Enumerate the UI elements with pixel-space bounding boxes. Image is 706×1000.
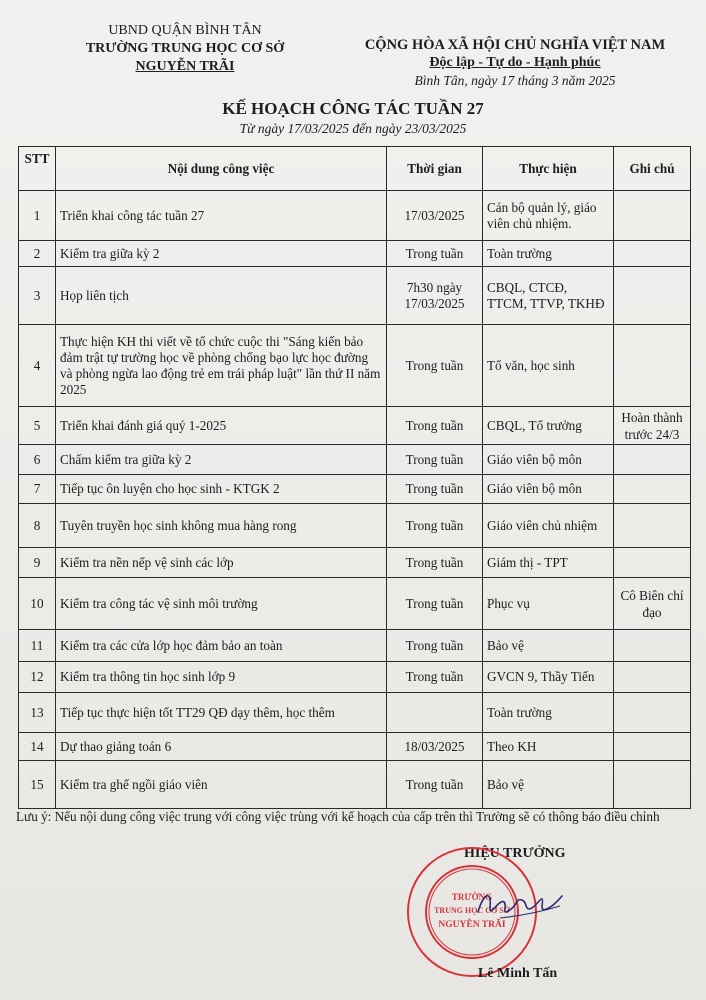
cell-stt: 1 bbox=[19, 191, 56, 241]
cell-content: Tiếp tục thực hiện tốt TT29 QĐ dạy thêm, học thêm bbox=[56, 693, 387, 733]
cell-note bbox=[614, 475, 691, 504]
country-name: CỘNG HÒA XÃ HỘI CHỦ NGHĨA VIỆT NAM bbox=[364, 37, 666, 53]
cell-note bbox=[614, 241, 691, 267]
cell-content: Dự thao giảng toán 6 bbox=[56, 733, 387, 761]
footnote: Lưu ý: Nếu nội dung công việc trung với công việc trùng với kế hoạch của cấp trên thì Trường sẽ có thông báo điều chỉnh bbox=[16, 809, 660, 824]
cell-content: Chấm kiểm tra giữa kỳ 2 bbox=[56, 445, 387, 475]
table-row bbox=[19, 761, 691, 809]
svg-text:NGUYỄN TRÃI: NGUYỄN TRÃI bbox=[438, 920, 506, 930]
cell-stt: 2 bbox=[19, 241, 56, 267]
cell-time: Trong tuần bbox=[387, 761, 483, 809]
table-row bbox=[19, 630, 691, 662]
cell-time bbox=[387, 693, 483, 733]
school-name: NGUYỄN TRÃI bbox=[135, 59, 235, 74]
cell-note bbox=[614, 693, 691, 733]
table-row bbox=[19, 241, 691, 267]
national-header bbox=[350, 36, 680, 90]
cell-stt: 3 bbox=[19, 267, 56, 325]
cell-content: Kiểm tra giữa kỳ 2 bbox=[56, 241, 387, 267]
header-content: Nội dung công việc bbox=[56, 147, 387, 191]
table-row bbox=[19, 504, 691, 548]
table-row bbox=[19, 475, 691, 504]
cell-time: Trong tuần bbox=[387, 241, 483, 267]
cell-exec: Giám thị - TPT bbox=[483, 548, 614, 578]
cell-stt: 4 bbox=[19, 325, 56, 407]
cell-content: Kiểm tra nền nếp vệ sinh các lớp bbox=[56, 548, 387, 578]
cell-time: 18/03/2025 bbox=[387, 733, 483, 761]
table-header-row bbox=[19, 147, 691, 191]
table-row bbox=[19, 191, 691, 241]
cell-stt: 6 bbox=[19, 445, 56, 475]
national-motto: Độc lập - Tự do - Hạnh phúc bbox=[429, 55, 601, 70]
cell-stt: 5 bbox=[19, 407, 56, 445]
cell-exec: GVCN 9, Thầy Tiến bbox=[483, 662, 614, 693]
cell-time: Trong tuần bbox=[387, 504, 483, 548]
cell-note bbox=[614, 630, 691, 662]
cell-content: Họp liên tịch bbox=[56, 267, 387, 325]
document-title: KẾ HOẠCH CÔNG TÁC TUẦN 27 bbox=[222, 99, 484, 118]
cell-note bbox=[614, 445, 691, 475]
cell-exec: Toàn trường bbox=[483, 241, 614, 267]
cell-content: Kiểm tra các cửa lớp học đảm bảo an toàn bbox=[56, 630, 387, 662]
cell-stt: 14 bbox=[19, 733, 56, 761]
cell-time: Trong tuần bbox=[387, 407, 483, 445]
cell-content: Tuyên truyền học sinh không mua hàng rong bbox=[56, 504, 387, 548]
cell-content: Kiểm tra công tác vệ sinh môi trường bbox=[56, 578, 387, 630]
cell-stt: 11 bbox=[19, 630, 56, 662]
table-row bbox=[19, 267, 691, 325]
cell-stt: 13 bbox=[19, 693, 56, 733]
agency-header bbox=[70, 22, 300, 76]
cell-exec: Cán bộ quản lý, giáo viên chủ nhiệm. bbox=[483, 191, 614, 241]
cell-content: Thực hiện KH thi viết về tổ chức cuộc thi "Sáng kiến bảo đảm trật tự trường học về phòng chống bạo lực học đường và phòng ngừa lao động trẻ em trái pháp luật" lần thứ II năm 2025 bbox=[56, 325, 387, 407]
cell-exec: CBQL, Tổ trưởng bbox=[483, 407, 614, 445]
table-row bbox=[19, 662, 691, 693]
cell-note: Cô Biên chỉ đạo bbox=[614, 578, 691, 630]
cell-exec: Bảo vệ bbox=[483, 630, 614, 662]
district-name: UBND QUẬN BÌNH TÂN bbox=[108, 23, 262, 38]
cell-exec: Theo KH bbox=[483, 733, 614, 761]
table-row bbox=[19, 733, 691, 761]
cell-time: Trong tuần bbox=[387, 325, 483, 407]
cell-content: Tiếp tục ôn luyện cho học sinh - KTGK 2 bbox=[56, 475, 387, 504]
cell-time: Trong tuần bbox=[387, 445, 483, 475]
table-row bbox=[19, 407, 691, 445]
header-stt: STT bbox=[19, 147, 56, 191]
document-subtitle: Từ ngày 17/03/2025 đến ngày 23/03/2025 bbox=[239, 121, 467, 136]
cell-exec: Phục vụ bbox=[483, 578, 614, 630]
cell-stt: 10 bbox=[19, 578, 56, 630]
cell-note bbox=[614, 267, 691, 325]
cell-note bbox=[614, 761, 691, 809]
svg-text:TRƯỜNG: TRƯỜNG bbox=[451, 892, 493, 902]
cell-exec: Giáo viên bộ môn bbox=[483, 475, 614, 504]
table-row bbox=[19, 548, 691, 578]
school-type: TRƯỜNG TRUNG HỌC CƠ SỞ bbox=[85, 41, 285, 56]
cell-content: Triển khai công tác tuần 27 bbox=[56, 191, 387, 241]
cell-exec: Giáo viên bộ môn bbox=[483, 445, 614, 475]
header-exec: Thực hiện bbox=[483, 147, 614, 191]
signer-name: Lê Minh Tấn bbox=[478, 966, 558, 981]
svg-text:TRUNG HỌC CƠ SỞ: TRUNG HỌC CƠ SỞ bbox=[434, 906, 510, 915]
header-note: Ghi chú bbox=[614, 147, 691, 191]
table-row bbox=[19, 693, 691, 733]
cell-time: Trong tuần bbox=[387, 662, 483, 693]
cell-time: Trong tuần bbox=[387, 475, 483, 504]
cell-note: Hoàn thành trước 24/3 bbox=[614, 407, 691, 445]
cell-stt: 12 bbox=[19, 662, 56, 693]
cell-note bbox=[614, 504, 691, 548]
cell-time: Trong tuần bbox=[387, 548, 483, 578]
cell-note bbox=[614, 548, 691, 578]
table-row bbox=[19, 445, 691, 475]
cell-exec: Giáo viên chủ nhiệm bbox=[483, 504, 614, 548]
cell-content: Triển khai đánh giá quý 1-2025 bbox=[56, 407, 387, 445]
cell-stt: 8 bbox=[19, 504, 56, 548]
work-plan-table bbox=[18, 146, 691, 809]
cell-note bbox=[614, 191, 691, 241]
cell-exec: Toàn trường bbox=[483, 693, 614, 733]
cell-exec: CBQL, CTCĐ, TTCM, TTVP, TKHĐ bbox=[483, 267, 614, 325]
cell-time: Trong tuần bbox=[387, 630, 483, 662]
cell-stt: 9 bbox=[19, 548, 56, 578]
table-row bbox=[19, 325, 691, 407]
cell-stt: 15 bbox=[19, 761, 56, 809]
cell-time: 7h30 ngày 17/03/2025 bbox=[387, 267, 483, 325]
cell-time: 17/03/2025 bbox=[387, 191, 483, 241]
cell-note bbox=[614, 733, 691, 761]
cell-exec: Bảo vệ bbox=[483, 761, 614, 809]
place-date: Bình Tân, ngày 17 tháng 3 năm 2025 bbox=[414, 73, 616, 88]
cell-exec: Tổ văn, học sinh bbox=[483, 325, 614, 407]
cell-note bbox=[614, 325, 691, 407]
cell-note bbox=[614, 662, 691, 693]
cell-content: Kiểm tra thông tin học sinh lớp 9 bbox=[56, 662, 387, 693]
cell-content: Kiểm tra ghế ngồi giáo viên bbox=[56, 761, 387, 809]
handwritten-signature bbox=[470, 872, 570, 932]
cell-time: Trong tuần bbox=[387, 578, 483, 630]
header-time: Thời gian bbox=[387, 147, 483, 191]
signer-title: HIỆU TRƯỞNG bbox=[464, 846, 566, 861]
table-row bbox=[19, 578, 691, 630]
cell-stt: 7 bbox=[19, 475, 56, 504]
